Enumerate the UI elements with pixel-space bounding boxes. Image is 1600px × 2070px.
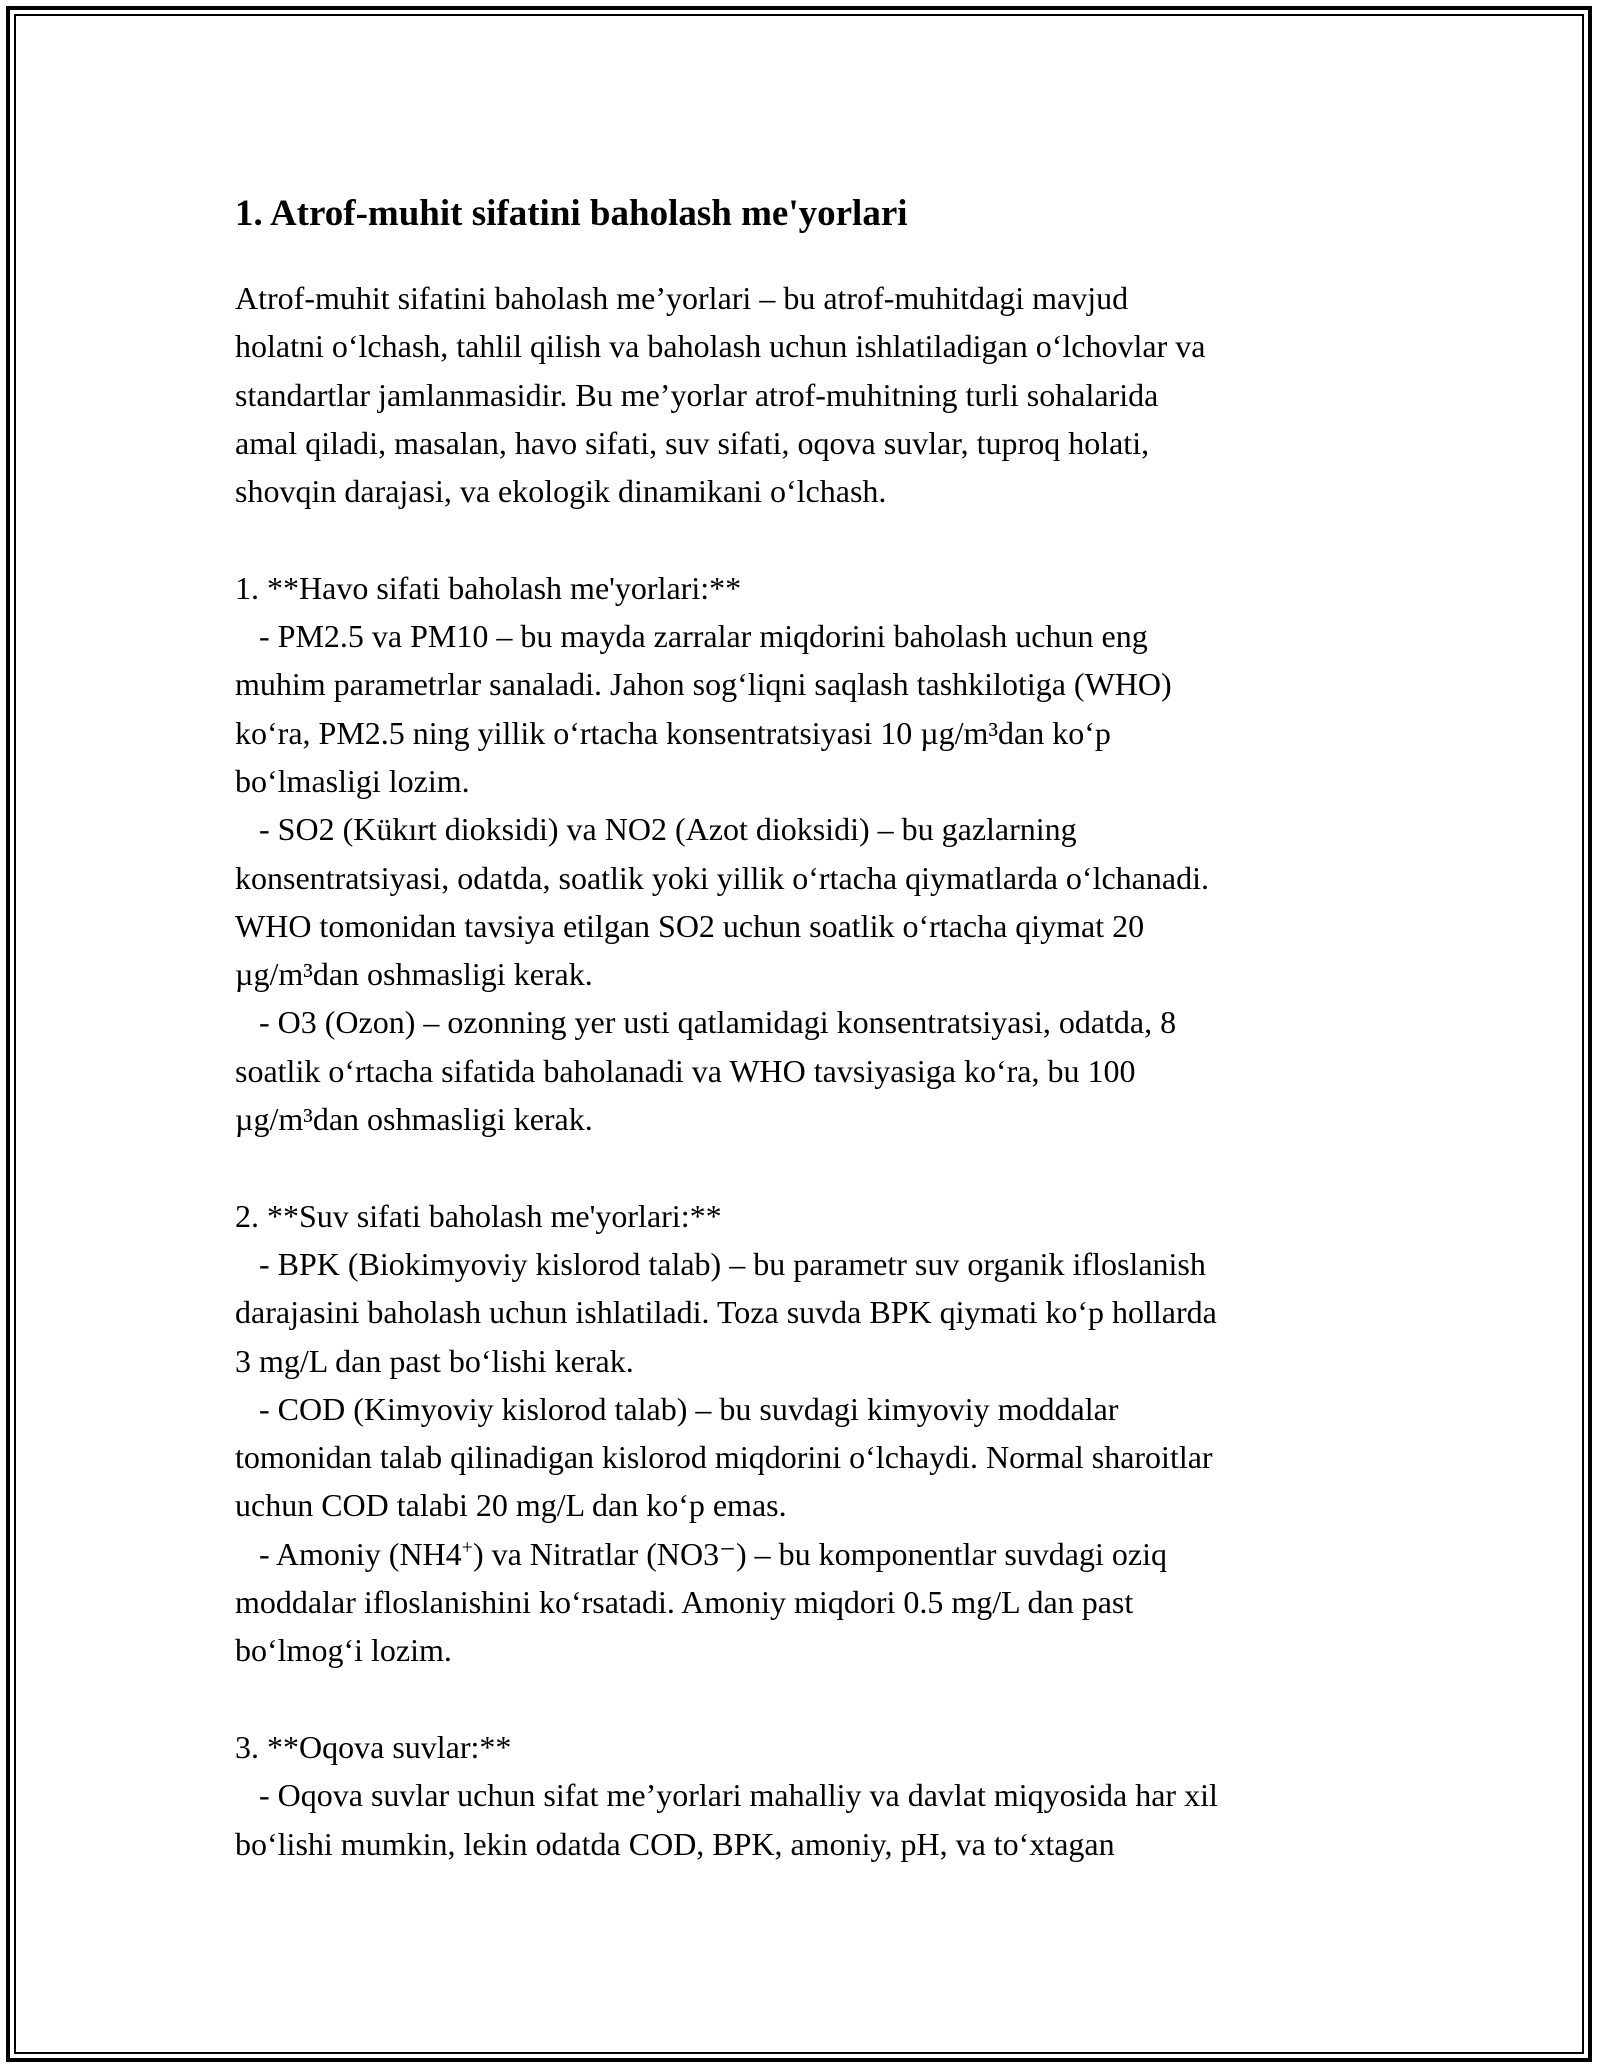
text-line: µg/m³dan oshmasligi kerak. xyxy=(235,1101,593,1138)
section-title: 3. **Oqova suvlar:** xyxy=(235,1728,512,1765)
document-heading: 1. Atrof-muhit sifatini baholash me'yorlari xyxy=(235,193,908,234)
text-line: soatlik o‘rtacha sifatida baholanadi va WHO tavsiyasiga ko‘ra, bu 100 xyxy=(235,1052,1136,1089)
blank-line xyxy=(235,1143,1375,1191)
text-line-ammonium xyxy=(235,1530,1375,1578)
text-line: bo‘lishi mumkin, lekin odatda COD, BPK, amoniy, pH, va to‘xtagan xyxy=(235,1825,1115,1862)
text-line: holatni o‘lchash, tahlil qilish va baholash uchun ishlatiladigan o‘lchovlar va xyxy=(235,328,1206,365)
ammonium-superscript: + xyxy=(461,1536,473,1559)
blank-line xyxy=(235,515,1375,563)
text-line: - PM2.5 va PM10 – bu mayda zarralar miqdorini baholash uchun eng xyxy=(235,618,1148,655)
text-line: shovqin darajasi, va ekologik dinamikani o‘lchash. xyxy=(235,473,887,510)
text-line: moddalar ifloslanishini ko‘rsatadi. Amoniy miqdori 0.5 mg/L dan past xyxy=(235,1584,1134,1621)
blank-line xyxy=(235,1675,1375,1723)
text-line: uchun COD talabi 20 mg/L dan ko‘p emas. xyxy=(235,1487,787,1524)
text-line: - SO2 (Kükırt dioksidi) va NO2 (Azot dioksidi) – bu gazlarning xyxy=(235,811,1077,848)
section-air-quality xyxy=(235,564,1375,1144)
text-line: muhim parametrlar sanaladi. Jahon sog‘liqni saqlash tashkilotiga (WHO) xyxy=(235,666,1172,703)
text-line: bo‘lmog‘i lozim. xyxy=(235,1632,452,1669)
text-line: tomonidan talab qilinadigan kislorod miqdorini o‘lchaydi. Normal sharoitlar xyxy=(235,1439,1213,1476)
text-line: standartlar jamlanmasidir. Bu me’yorlar atrof-muhitning turli sohalarida xyxy=(235,376,1159,413)
text-line: Atrof-muhit sifatini baholash me’yorlari – bu atrof-muhitdagi mavjud xyxy=(235,280,1129,316)
section-water-quality xyxy=(235,1192,1375,1675)
section-title: 1. **Havo sifati baholash me'yorlari:** xyxy=(235,569,742,606)
text-line: darajasini baholash uchun ishlatiladi. Toza suvda BPK qiymati ko‘p hollarda xyxy=(235,1294,1217,1331)
text-line: amal qiladi, masalan, havo sifati, suv sifati, oqova suvlar, tuproq holati, xyxy=(235,424,1150,461)
text-line: konsentratsiyasi, odatda, soatlik yoki yillik o‘rtacha qiymatlarda o‘lchanadi. xyxy=(235,859,1209,896)
text-line: µg/m³dan oshmasligi kerak. xyxy=(235,956,593,993)
intro-paragraph xyxy=(235,274,1375,515)
text-line: ko‘ra, PM2.5 ning yillik o‘rtacha konsentratsiyasi 10 µg/m³dan ko‘p xyxy=(235,714,1111,751)
ammonium-prefix: - Amoniy (NH4 xyxy=(235,1535,462,1572)
text-line: bo‘lmasligi lozim. xyxy=(235,762,470,799)
section-title: 2. **Suv sifati baholash me'yorlari:** xyxy=(235,1197,722,1234)
ammonium-suffix: ) va Nitratlar (NO3⁻) – bu komponentlar suvdagi oziq xyxy=(472,1535,1167,1572)
document-body xyxy=(235,186,1375,1868)
text-line: - BPK (Biokimyoviy kislorod talab) – bu parametr suv organik ifloslanish xyxy=(235,1245,1206,1282)
text-line: WHO tomonidan tavsiya etilgan SO2 uchun soatlik o‘rtacha qiymat 20 xyxy=(235,907,1145,944)
text-line: - Oqova suvlar uchun sifat me’yorlari mahalliy va davlat miqyosida har xil xyxy=(235,1777,1218,1814)
text-line: 3 mg/L dan past bo‘lishi kerak. xyxy=(235,1342,634,1379)
section-wastewater xyxy=(235,1723,1375,1868)
text-line: - O3 (Ozon) – ozonning yer usti qatlamidagi konsentratsiyasi, odatda, 8 xyxy=(235,1004,1177,1041)
text-line: - COD (Kimyoviy kislorod talab) – bu suvdagi kimyoviy moddalar xyxy=(235,1390,1119,1427)
